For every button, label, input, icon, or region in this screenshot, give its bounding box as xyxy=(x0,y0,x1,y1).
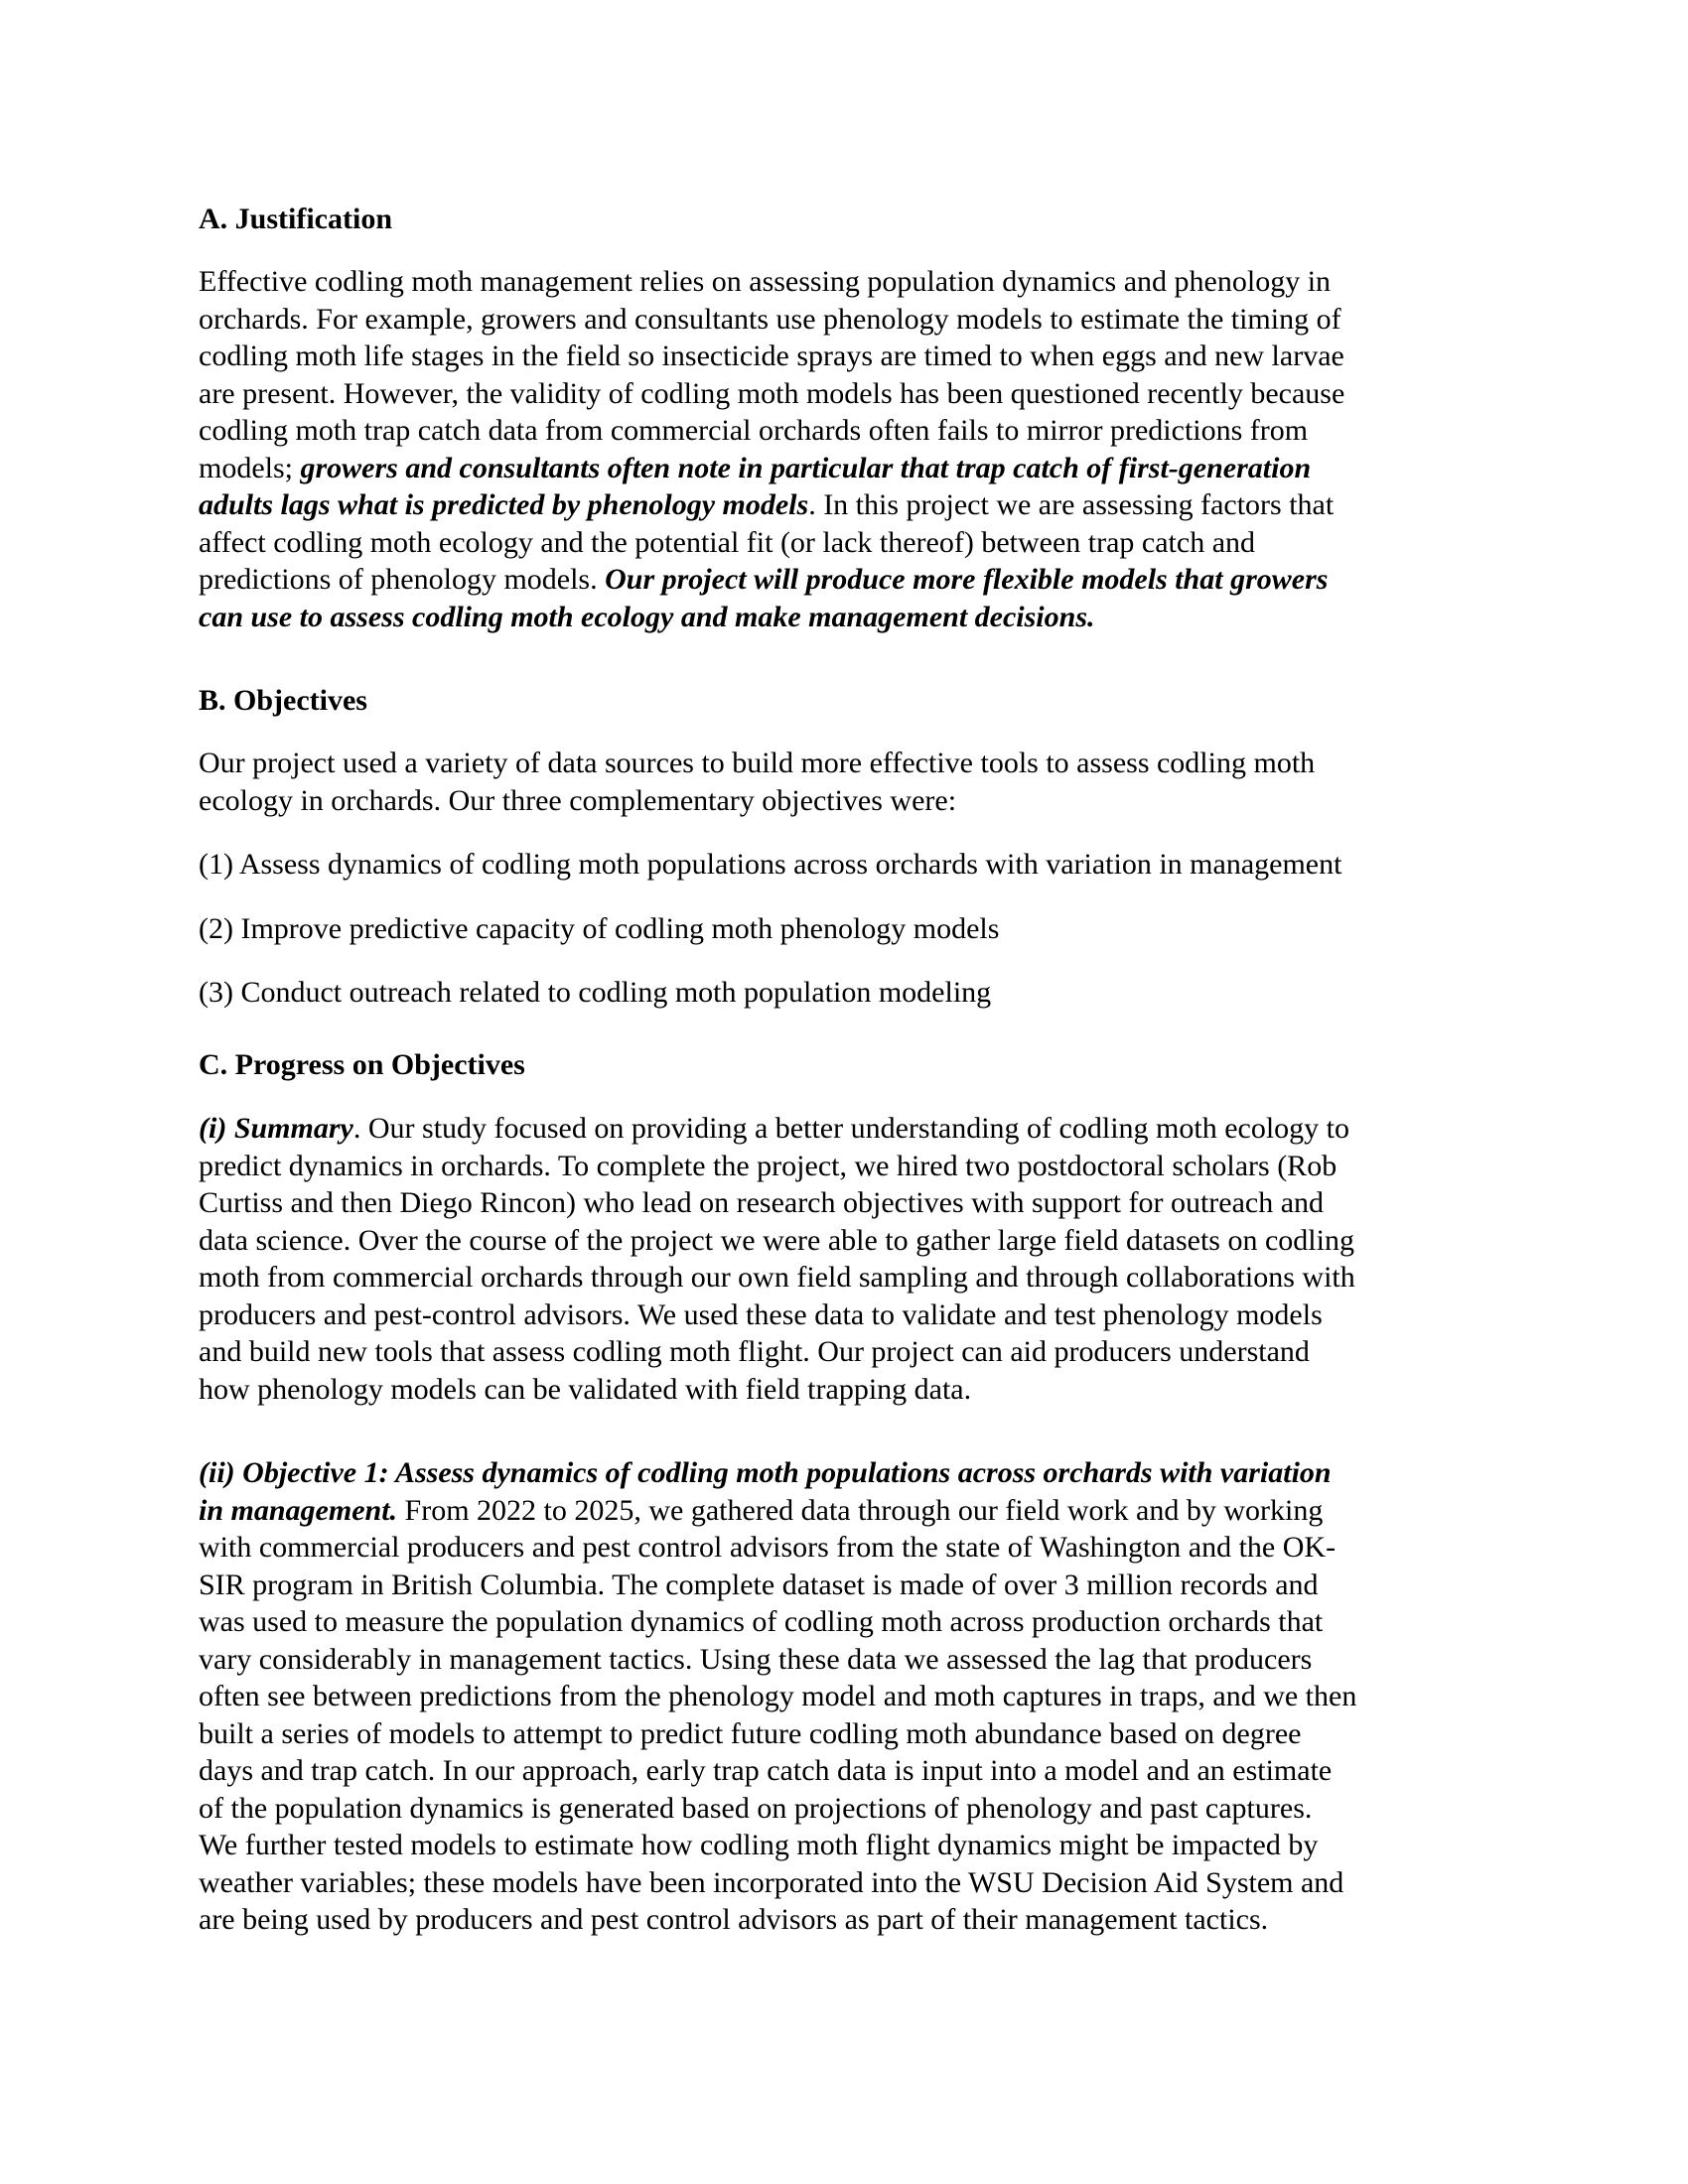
paragraph-line xyxy=(199,1678,1356,1715)
paragraph-line xyxy=(199,338,1344,375)
body-text: . In this project we are assessing factors that xyxy=(808,488,1335,521)
emphasis-text: adults lags what is predicted by phenology models xyxy=(199,488,809,521)
paragraph-line xyxy=(199,1454,1356,1492)
emphasis-text: Our project will produce more flexible models that growers xyxy=(605,563,1329,596)
body-text: producers and pest-control advisors. We used these data to validate and test phenology models xyxy=(199,1297,1323,1331)
body-text: SIR program in British Columbia. The complete dataset is made of over 3 million records and xyxy=(199,1568,1319,1601)
body-text: and build new tools that assess codling moth flight. Our project can aid producers understand xyxy=(199,1335,1310,1368)
body-text: predictions of phenology models. xyxy=(199,563,606,596)
paragraph-line xyxy=(199,375,1344,413)
paragraph-line xyxy=(199,1641,1356,1679)
body-text: Curtiss and then Diego Rincon) who lead on research objectives with support for outreach and xyxy=(199,1186,1325,1219)
summary-paragraph xyxy=(199,1110,1355,1408)
paragraph-line xyxy=(199,1222,1355,1260)
paragraph-line xyxy=(199,1603,1356,1641)
paragraph-line xyxy=(199,1827,1356,1864)
paragraph-line xyxy=(199,599,1344,636)
emphasis-text: growers and consultants often note in particular that trap catch of first-generation xyxy=(300,451,1312,484)
objective-text: (3) Conduct outreach related to codling moth population modeling xyxy=(199,976,992,1009)
objective-item-2 xyxy=(199,910,999,948)
body-text: how phenology models can be validated with field trapping data. xyxy=(199,1372,972,1406)
body-text: affect codling moth ecology and the potential fit (or lack thereof) between trap catch and xyxy=(199,525,1256,559)
paragraph-line xyxy=(199,1184,1355,1222)
paragraph-line xyxy=(199,1148,1355,1185)
heading-text: A. Justification xyxy=(199,203,392,235)
paragraph-line: Our project used a variety of data sources to build more effective tools to assess codling moth xyxy=(199,747,1316,779)
emphasis-text: (i) Summary xyxy=(199,1112,353,1145)
justification-paragraph xyxy=(199,263,1344,635)
paragraph-line xyxy=(199,263,1344,301)
paragraph-line xyxy=(199,301,1344,339)
heading-text: B. Objectives xyxy=(199,684,367,717)
paragraph-line xyxy=(199,1567,1356,1604)
paragraph-line xyxy=(199,1492,1356,1530)
paragraph-line xyxy=(199,412,1344,450)
body-text: days and trap catch. In our approach, early trap catch data is input into a model and an estimate xyxy=(199,1754,1333,1787)
paragraph-line xyxy=(199,1715,1356,1753)
paragraph-line xyxy=(199,1790,1356,1828)
paragraph-line xyxy=(199,1259,1355,1297)
objectives-intro-paragraph xyxy=(199,745,1315,819)
paragraph-line xyxy=(199,524,1344,562)
heading-progress xyxy=(199,1046,525,1084)
body-text: weather variables; these models have been incorporated into the WSU Decision Aid System and xyxy=(199,1865,1344,1899)
body-text: of the population dynamics is generated based on projections of phenology and past captures. xyxy=(199,1791,1313,1825)
objective-text: (2) Improve predictive capacity of codling moth phenology models xyxy=(199,912,1000,945)
paragraph-line xyxy=(199,561,1344,599)
objective1-paragraph xyxy=(199,1454,1356,1939)
objective-item-3 xyxy=(199,974,991,1012)
body-text: often see between predictions from the phenology model and moth captures in traps, and we then xyxy=(199,1680,1357,1712)
body-text: data science. Over the course of the project we were able to gather large field datasets on codling xyxy=(199,1223,1354,1257)
heading-objectives xyxy=(199,682,367,720)
body-text: codling moth trap catch data from commercial orchards often fails to mirror predictions from xyxy=(199,414,1309,447)
paragraph-line xyxy=(199,1752,1356,1790)
body-text: predict dynamics in orchards. To complete the project, we hired two postdoctoral scholars (Rob xyxy=(199,1149,1337,1182)
body-text: moth from commercial orchards through our own field sampling and through collaborations with xyxy=(199,1261,1355,1294)
body-text: built a series of models to attempt to predict future codling moth abundance based on degree xyxy=(199,1716,1302,1750)
body-text: codling moth life stages in the field so insecticide sprays are timed to when eggs and new larvae xyxy=(199,340,1344,372)
body-text: with commercial producers and pest control advisors from the state of Washington and the OK- xyxy=(199,1531,1336,1564)
paragraph-line xyxy=(199,486,1344,524)
emphasis-text: in management. xyxy=(199,1493,398,1527)
body-text: orchards. For example, growers and consultants use phenology models to estimate the timing of xyxy=(199,302,1341,336)
paragraph-line xyxy=(199,1110,1355,1148)
body-text: From 2022 to 2025, we gathered data through our field work and by working xyxy=(397,1493,1324,1527)
paragraph-line xyxy=(199,1864,1356,1902)
body-text: Effective codling moth management relies on assessing population dynamics and phenology in xyxy=(199,265,1332,298)
paragraph-line xyxy=(199,450,1344,487)
body-text: models; xyxy=(199,451,301,484)
body-text: We further tested models to estimate how codling moth flight dynamics might be impacted by xyxy=(199,1829,1319,1861)
heading-text: C. Progress on Objectives xyxy=(199,1048,525,1081)
paragraph-line: ecology in orchards. Our three complementary objectives were: xyxy=(199,783,957,817)
heading-justification xyxy=(199,201,392,238)
paragraph-line xyxy=(199,1297,1355,1334)
body-text: vary considerably in management tactics. Using these data we assessed the lag that producers xyxy=(199,1642,1313,1676)
paragraph-line xyxy=(199,1529,1356,1567)
paragraph-line xyxy=(199,1901,1356,1939)
body-text: are present. However, the validity of codling moth models has been questioned recently because xyxy=(199,376,1345,410)
emphasis-text: can use to assess codling moth ecology and make management decisions. xyxy=(199,600,1095,633)
body-text: . Our study focused on providing a better understanding of codling moth ecology to xyxy=(352,1112,1349,1145)
body-text: are being used by producers and pest control advisors as part of their management tactics. xyxy=(199,1903,1269,1936)
objective-text: (1) Assess dynamics of codling moth populations across orchards with variation in management xyxy=(199,848,1342,881)
body-text: was used to measure the population dynamics of codling moth across production orchards that xyxy=(199,1605,1324,1638)
emphasis-text: (ii) Objective 1: Assess dynamics of codling moth populations across orchards with variation xyxy=(199,1456,1332,1489)
objective-item-1 xyxy=(199,846,1341,884)
paragraph-line xyxy=(199,1371,1355,1409)
paragraph-line xyxy=(199,1333,1355,1371)
